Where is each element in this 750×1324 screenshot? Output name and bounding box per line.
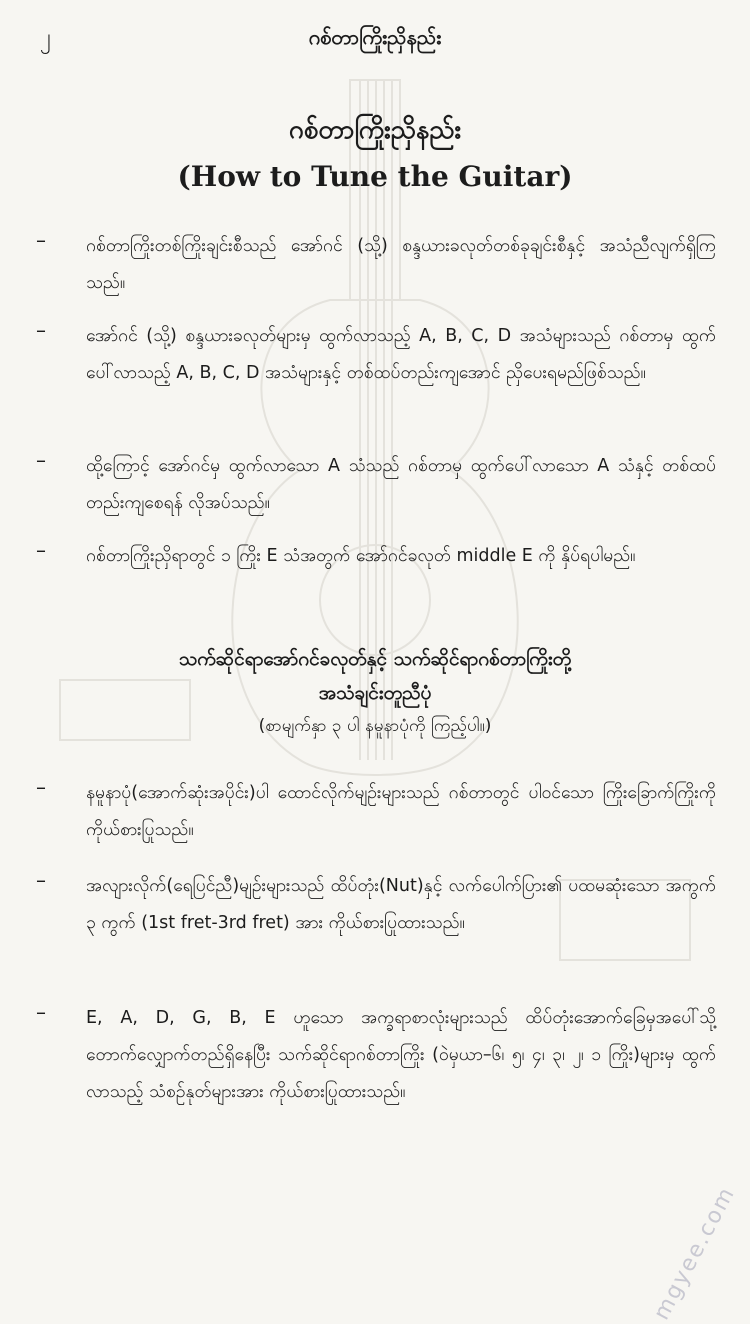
chapter-subtitle: (How to Tune the Guitar) — [177, 160, 573, 193]
section-heading-line-2: အသံချင်းတူညီပုံ — [318, 682, 432, 704]
page-number: ၂ — [40, 25, 51, 50]
watermark: mgyee.com — [648, 1182, 740, 1324]
bullet-text: ဂစ်တာကြိုးတစ်ကြိုးချင်းစီသည် အော်ဂင် (သို့) စန္ဒယားခလုတ်တစ်ခုချင်းစီနှင့် အသံညီလျက်ရှိကြသည်။ — [86, 236, 716, 293]
bullet-text: ထို့ကြောင့် အော်ဂင်မှ ထွက်လာသော A သံသည် ဂစ်တာမှ ထွက်ပေါ်လာသော A သံနှင့် တစ်ထပ်တည်းကျစေရန် လိုအပ်သည်။ — [86, 456, 716, 513]
bullet-text: E, A, D, G, B, E ဟူသော အက္ခရာစာလုံးများသည် ထိပ်တုံးအောက်ခြေမှအပေါ်သို့ တောက်လျှောက်တည်ရှိနေပြီး သက်ဆိုင်ရာဂစ်တာကြိုး (ဝဲမှယာ–၆၊ ၅၊ ၄၊ ၃၊ ၂၊ ၁ ကြိုး)များမှ ထွက်လာသည့် သံစဉ်နုတ်များအား ကိုယ်စားပြုထားသည်။ — [86, 1008, 716, 1102]
chapter-title: ဂစ်တာကြိုးညှိနည်း — [288, 115, 462, 145]
bullet-dash: – — [36, 775, 46, 799]
bullet-item — [36, 775, 716, 855]
bullet-text: ဂစ်တာကြိုးညှိရာတွင် ၁ ကြိုး E သံအတွက် အော်ဂင်ခလုတ် middle E ကို နှိပ်ရပါမည်။ — [86, 546, 636, 566]
bullet-text: နမူနာပုံ(အောက်ဆုံးအပိုင်း)ပါ ထောင်လိုက်မျဉ်းများသည် ဂစ်တာတွင် ပါဝင်သော ကြိုးခြောက်ကြိုးကို ကိုယ်စားပြုသည်။ — [86, 783, 716, 840]
bullet-dash: – — [36, 448, 46, 472]
bullet-item — [36, 318, 716, 433]
bullet-item — [36, 868, 716, 983]
bullet-text: အလျားလိုက်(ရေပြင်ညီ)မျဉ်းများသည် ထိပ်တုံး(Nut)နှင့် လက်ပေါက်ပြား၏ ပထမဆုံးသော အကွက် ၃ ကွက် (1st fret-3rd fret) အား ကိုယ်စားပြုထားသည်။ — [86, 876, 716, 933]
bullet-dash: – — [36, 538, 46, 562]
bullet-item — [36, 448, 716, 528]
running-head: ဂစ်တာကြိုးညှိနည်း — [308, 25, 442, 49]
bullet-item — [36, 538, 716, 618]
bullet-text: အော်ဂင် (သို့) စန္ဒယားခလုတ်များမှ ထွက်လာသည့် A, B, C, D အသံများသည် ဂစ်တာမှ ထွက်ပေါ်လာသည့် A, B, C, D အသံများနှင့် တစ်ထပ်တည်းကျအောင် ညှိပေးရမည်ဖြစ်သည်။ — [86, 326, 716, 383]
bullet-item — [36, 228, 716, 308]
bullet-dash: – — [36, 1000, 46, 1024]
bullet-dash: – — [36, 228, 46, 252]
bullet-item — [36, 1000, 716, 1160]
bullet-dash: – — [36, 868, 46, 892]
reference-note: (စာမျက်နှာ ၃ ပါ နမူနာပုံကို ကြည့်ပါ။) — [258, 716, 492, 736]
bullet-dash: – — [36, 318, 46, 342]
section-heading-line-1: သက်ဆိုင်ရာအော်ဂင်ခလုတ်နှင့် သက်ဆိုင်ရာဂစ်တာကြိုးတို့ — [178, 648, 572, 670]
